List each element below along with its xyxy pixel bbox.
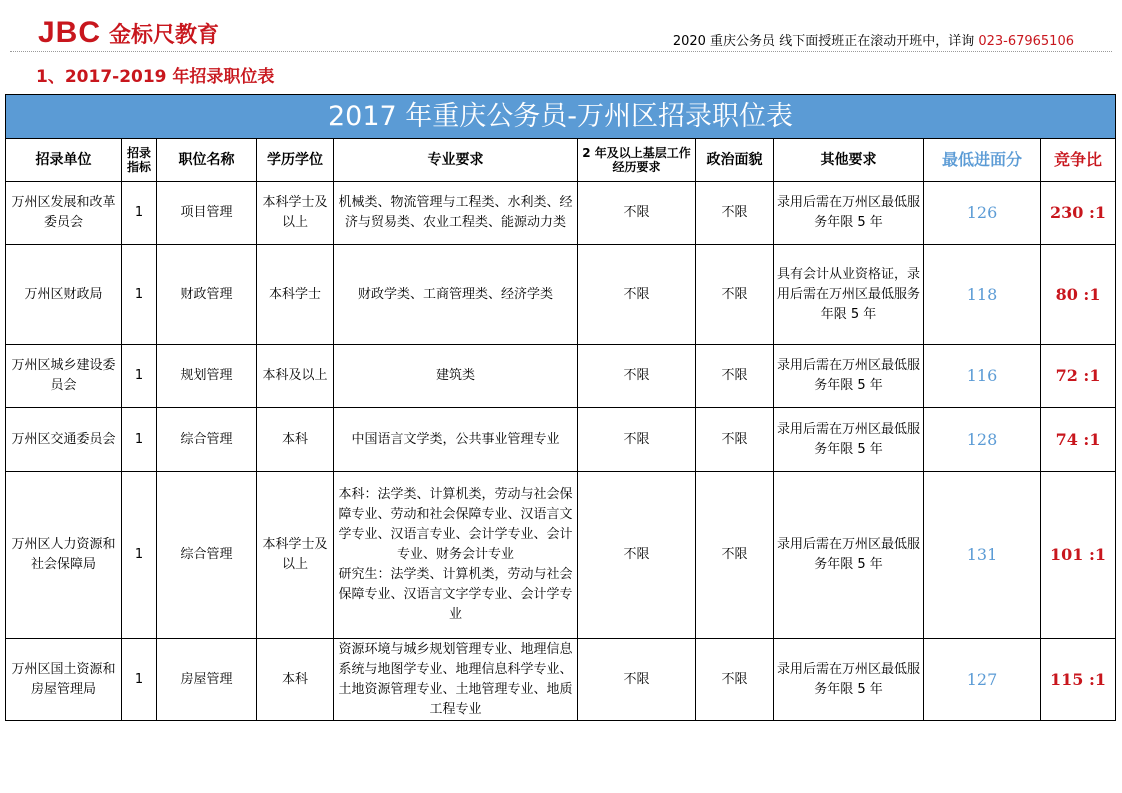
cell-unit: 万州区城乡建设委员会 [6,345,122,408]
cell-position: 项目管理 [157,182,257,245]
cell-position: 综合管理 [157,472,257,639]
table-row [6,472,1116,639]
cell-experience: 不限 [578,245,696,345]
cell-unit: 万州区发展和改革委员会 [6,182,122,245]
cell-ratio: 115 :1 [1041,639,1116,721]
cell-min-score: 118 [924,245,1041,345]
table-row [6,182,1116,245]
cell-education: 本科及以上 [257,345,334,408]
cell-education: 本科 [257,408,334,472]
table-row [6,245,1116,345]
cell-politics: 不限 [696,245,774,345]
cell-other: 录用后需在万州区最低服务年限 5 年 [774,182,924,245]
header-quota: 招录指标 [122,139,157,182]
cell-min-score: 131 [924,472,1041,639]
cell-other: 录用后需在万州区最低服务年限 5 年 [774,345,924,408]
notice-text: 2020 重庆公务员 线下面授班正在滚动开班中，详询 [672,34,979,49]
cell-major: 本科：法学类、计算机类，劳动与社会保障专业、劳动和社会保障专业、汉语言文学专业、汉语言专业、会计学专业、会计专业、财务会计专业 研究生：法学类、计算机类，劳动与社会保障专业、汉语言文字学专业、会计学专业 [334,472,578,639]
cell-other: 录用后需在万州区最低服务年限 5 年 [774,472,924,639]
cell-min-score: 116 [924,345,1041,408]
header-position: 职位名称 [157,139,257,182]
cell-experience: 不限 [578,408,696,472]
cell-major: 机械类、物流管理与工程类、水利类、经济与贸易类、农业工程类、能源动力类 [334,182,578,245]
header-unit: 招录单位 [6,139,122,182]
cell-unit: 万州区国土资源和房屋管理局 [6,639,122,721]
cell-politics: 不限 [696,472,774,639]
cell-politics: 不限 [696,182,774,245]
cell-quota: 1 [122,408,157,472]
cell-quota: 1 [122,639,157,721]
header-notice [673,30,1074,49]
cell-quota: 1 [122,345,157,408]
cell-politics: 不限 [696,639,774,721]
cell-education: 本科学士及以上 [257,472,334,639]
header-education: 学历学位 [257,139,334,182]
table-row [6,639,1116,721]
cell-major: 财政学类、工商管理类、经济学类 [334,245,578,345]
section-title: 1、2017-2019 年招录职位表 [36,67,275,87]
cell-major: 中国语言文学类，公共事业管理专业 [334,408,578,472]
column-headers [6,139,1116,182]
cell-min-score: 128 [924,408,1041,472]
cell-ratio: 101 :1 [1041,472,1116,639]
header-experience: 2 年及以上基层工作经历要求 [578,139,696,182]
cell-ratio: 230 :1 [1041,182,1116,245]
cell-unit: 万州区财政局 [6,245,122,345]
cell-other: 具有会计从业资格证，录用后需在万州区最低服务年限 5 年 [774,245,924,345]
notice-phone: 023-67965106 [978,34,1074,49]
cell-major: 建筑类 [334,345,578,408]
cell-experience: 不限 [578,472,696,639]
cell-politics: 不限 [696,408,774,472]
cell-position: 规划管理 [157,345,257,408]
cell-experience: 不限 [578,639,696,721]
cell-politics: 不限 [696,345,774,408]
cell-ratio: 80 :1 [1041,245,1116,345]
cell-ratio: 74 :1 [1041,408,1116,472]
cell-position: 综合管理 [157,408,257,472]
cell-min-score: 126 [924,182,1041,245]
cell-quota: 1 [122,245,157,345]
cell-other: 录用后需在万州区最低服务年限 5 年 [774,408,924,472]
cell-min-score: 127 [924,639,1041,721]
brand-logo [38,16,219,50]
cell-experience: 不限 [578,182,696,245]
logo-mark: JBC [38,16,102,49]
header-major: 专业要求 [334,139,578,182]
cell-experience: 不限 [578,345,696,408]
cell-unit: 万州区交通委员会 [6,408,122,472]
cell-quota: 1 [122,472,157,639]
cell-quota: 1 [122,182,157,245]
cell-position: 房屋管理 [157,639,257,721]
header-other: 其他要求 [774,139,924,182]
cell-position: 财政管理 [157,245,257,345]
cell-education: 本科 [257,639,334,721]
header-politics: 政治面貌 [696,139,774,182]
table-title: 2017 年重庆公务员-万州区招录职位表 [6,95,1116,139]
header-divider [10,51,1112,52]
cell-education: 本科学士 [257,245,334,345]
header-min-score: 最低进面分 [924,139,1041,182]
header-ratio: 竞争比 [1041,139,1116,182]
table-row [6,345,1116,408]
cell-major: 资源环境与城乡规划管理专业、地理信息系统与地图学专业、地理信息科学专业、土地资源管理专业、土地管理专业、地质工程专业 [334,639,578,721]
cell-unit: 万州区人力资源和社会保障局 [6,472,122,639]
cell-other: 录用后需在万州区最低服务年限 5 年 [774,639,924,721]
table-row [6,408,1116,472]
recruitment-table [5,94,1116,721]
cell-ratio: 72 :1 [1041,345,1116,408]
cell-education: 本科学士及以上 [257,182,334,245]
logo-name: 金标尺教育 [109,22,220,48]
